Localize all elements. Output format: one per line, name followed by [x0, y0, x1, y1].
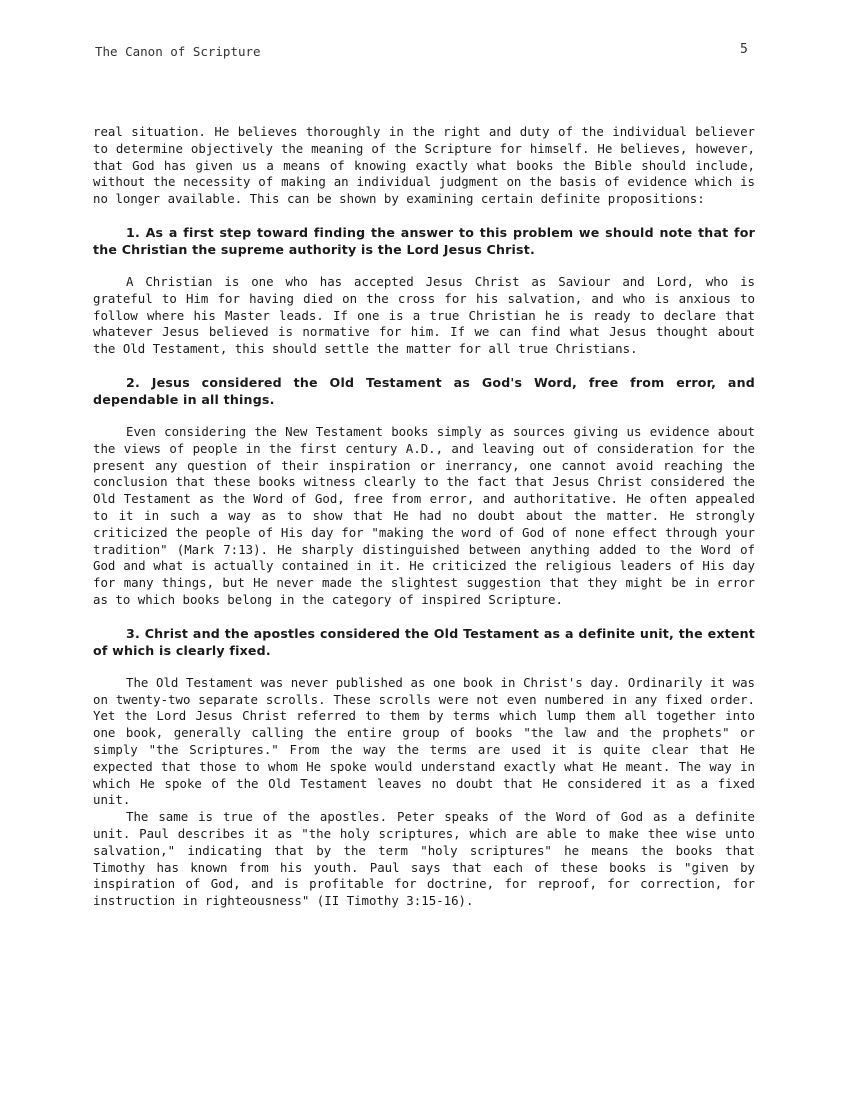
proposition-3-paragraph-b: The same is true of the apostles. Peter speaks of the Word of God as a definite unit. Paul describes it as "the holy scriptures, which are able to make thee wise unto salvation," indicating that by the term "holy scriptures" he means the books that Timothy has known from his youth. Paul says that each of these books is "given by inspiration of God, and is profitable for doctrine, for reproof, for correction, for instruction in righteousness" (II Timothy 3:15-16). — [93, 809, 755, 909]
proposition-2-paragraph: Even considering the New Testament books simply as sources giving us evidence about the views of people in the first century A.D., and leaving out of consideration for the present any question of their inspiration or inerrancy, one cannot avoid reaching the conclusion that these books witness clearly to the fact that Jesus Christ considered the Old Testament as the Word of God, free from error, and authoritative. He often appealed to it in such a way as to show that He had no doubt about the matter. He strongly criticized the people of His day for "making the word of God of none effect through your tradition" (Mark 7:13). He sharply distinguished between anything added to the Word of God and what is actually contained in it. He criticized the religious leaders of His day for many things, but He never made the slightest suggestion that they might be in error as to which books belong in the category of inspired Scripture. — [93, 423, 755, 607]
proposition-2-heading: 2. Jesus considered the Old Testament as God's Word, free from error, and dependable in all things. — [93, 374, 755, 407]
page-number: 5 — [740, 42, 748, 57]
proposition-1-paragraph: A Christian is one who has accepted Jesus Christ as Saviour and Lord, who is grateful to Him for having died on the cross for his salvation, and who is anxious to follow where his Master leads. If one is a true Christian he is ready to declare that whatever Jesus believed is normative for him. If we can find what Jesus thought about the Old Testament, this should settle the matter for all true Christians. — [93, 273, 755, 357]
running-title: The Canon of Scripture — [95, 44, 261, 59]
body-text — [93, 124, 755, 926]
proposition-3-heading: 3. Christ and the apostles considered the Old Testament as a definite unit, the extent of which is clearly fixed. — [93, 625, 755, 658]
proposition-3-paragraph-a: The Old Testament was never published as one book in Christ's day. Ordinarily it was on twenty-two separate scrolls. These scrolls were not even numbered in any fixed order. Yet the Lord Jesus Christ referred to them by terms which lump them all together into one book, generally calling the entire group of books "the law and the prophets" or simply "the Scriptures." From the way the terms are used it is quite clear that He expected that those to whom He spoke would understand exactly what He meant. The way in which He spoke of the Old Testament leaves no doubt that He considered it as a fixed unit. — [93, 674, 755, 808]
proposition-1-heading: 1. As a first step toward finding the answer to this problem we should note that for the Christian the supreme authority is the Lord Jesus Christ. — [93, 224, 755, 257]
intro-paragraph: real situation. He believes thoroughly in the right and duty of the individual believer to determine objectively the meaning of the Scripture for himself. He believes, however, that God has given us a means of knowing exactly what books the Bible should include, without the necessity of making an individual judgment on the basis of evidence which is no longer available. This can be shown by examining certain definite propositions: — [93, 124, 755, 207]
